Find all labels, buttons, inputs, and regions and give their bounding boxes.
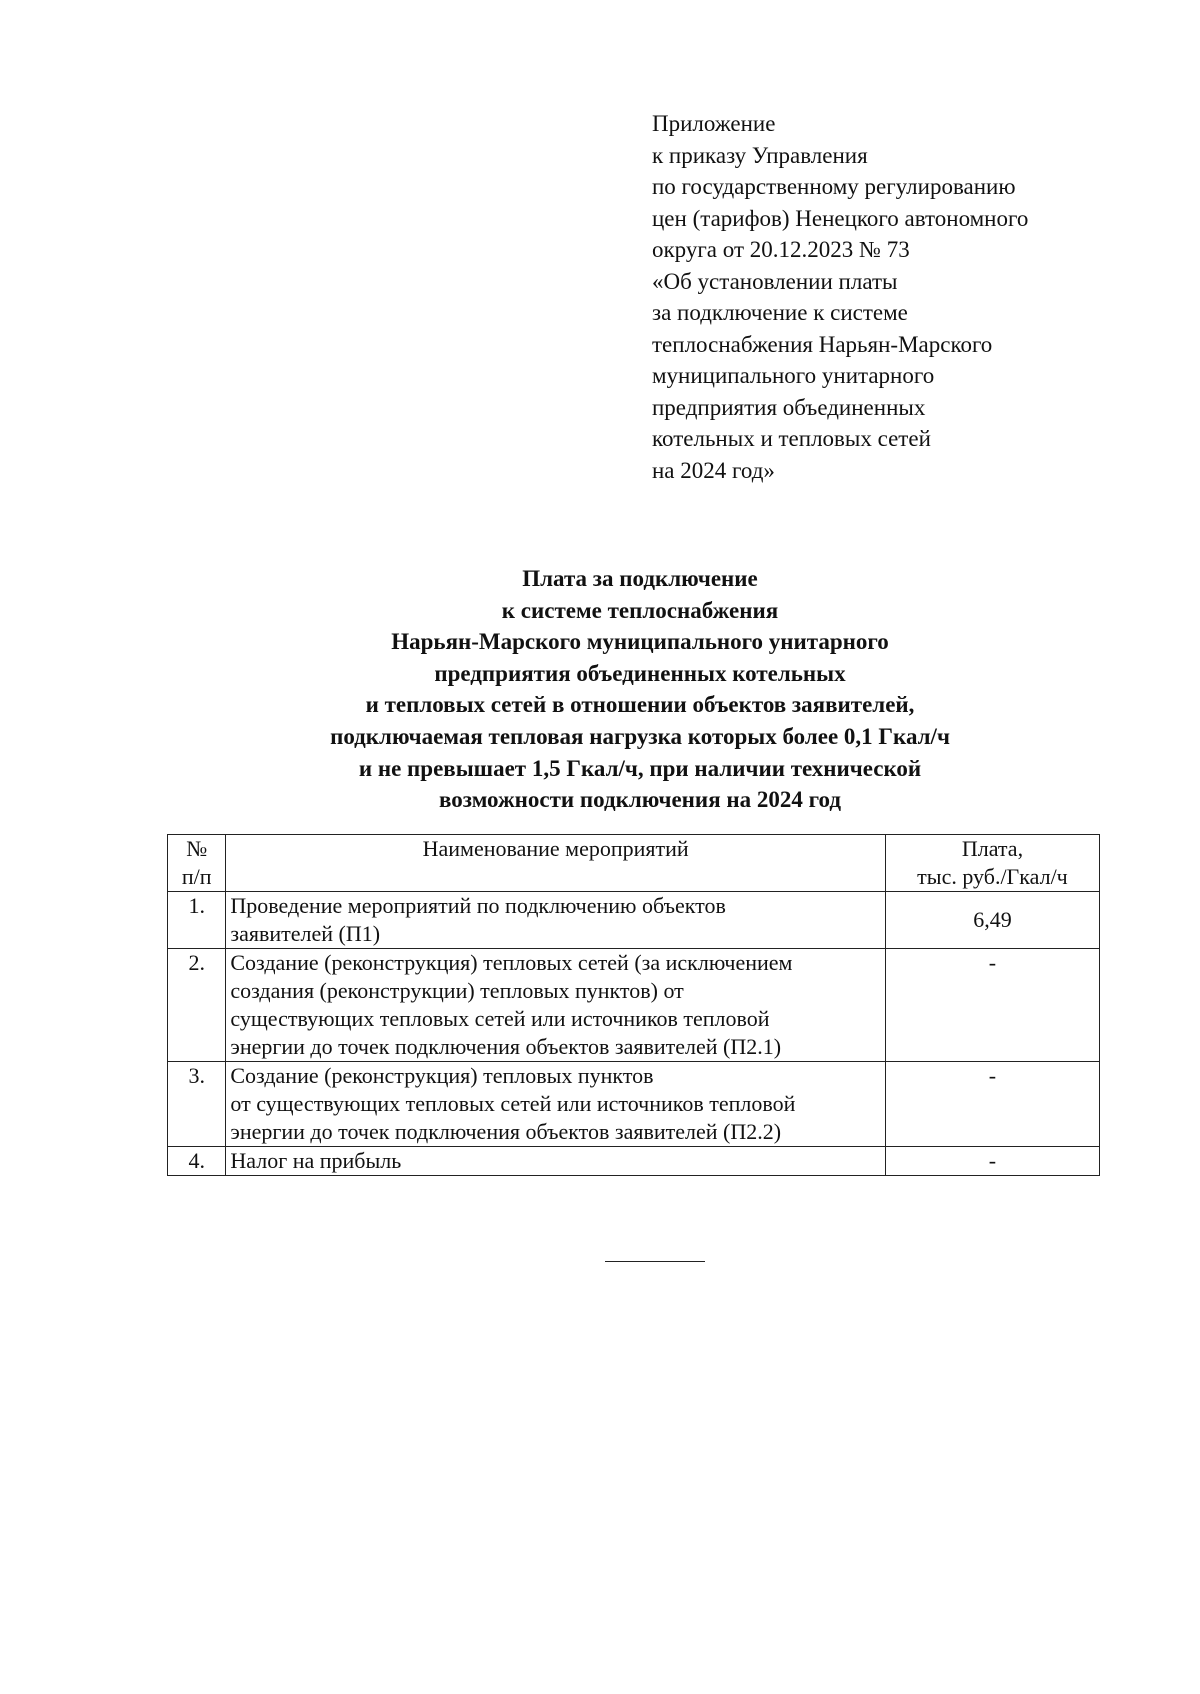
appendix-line: округа от 20.12.2023 № 73: [652, 237, 910, 262]
title-line: возможности подключения на 2024 год: [439, 787, 841, 813]
header-name: Наименование мероприятий: [226, 835, 886, 892]
table-row: [168, 892, 1100, 949]
row-fee: -: [885, 949, 1099, 1062]
title-line: и тепловых сетей в отношении объектов заявителей,: [365, 692, 915, 718]
row-number: 4.: [168, 1147, 226, 1176]
table-row: [168, 1062, 1100, 1147]
appendix-line: к приказу Управления: [652, 142, 868, 168]
appendix-line: цен (тарифов) Ненецкого автономного: [652, 205, 1029, 231]
title-line: подключаемая тепловая нагрузка которых более 0,1 Гкал/ч: [330, 723, 950, 749]
title-line: Плата за подключение: [522, 566, 758, 591]
title-line: предприятия объединенных котельных: [434, 660, 846, 686]
appendix-line: за подключение к системе: [652, 300, 908, 325]
row-name: Создание (реконструкция) тепловых сетей (за исключением создания (реконструкции) тепловых пунктов) от существующих тепловых сетей или источников тепловой энергии до точек подключения объектов заявителей (П2.1): [226, 949, 886, 1062]
table-header-row: [168, 835, 1100, 892]
row-fee: -: [885, 1147, 1099, 1176]
row-number: 3.: [168, 1062, 226, 1147]
row-number: 2.: [168, 949, 226, 1062]
appendix-line: на 2024 год»: [652, 457, 775, 483]
appendix-line: предприятия объединенных: [652, 394, 926, 420]
appendix-line: Приложение: [652, 111, 776, 136]
appendix-block: [652, 108, 1152, 486]
title-line: Нарьян-Марского муниципального унитарного: [391, 629, 889, 655]
row-name: Проведение мероприятий по подключению объектов заявителей (П1): [226, 892, 886, 949]
appendix-line: по государственному регулированию: [652, 174, 1016, 199]
table-row: [168, 1147, 1100, 1176]
header-fee: Плата, тыс. руб./Гкал/ч: [885, 835, 1099, 892]
fees-table: [167, 834, 1100, 1176]
row-fee: -: [885, 1062, 1099, 1147]
title-line: и не превышает 1,5 Гкал/ч, при наличии технической: [358, 755, 922, 781]
appendix-line: «Об установлении платы: [652, 268, 898, 294]
row-name: Налог на прибыль: [226, 1147, 886, 1176]
appendix-line: котельных и тепловых сетей: [652, 426, 931, 451]
closing-divider: [605, 1261, 705, 1262]
row-number: 1.: [168, 892, 226, 949]
row-name: Создание (реконструкция) тепловых пунктов от существующих тепловых сетей или источников тепловой энергии до точек подключения объектов заявителей (П2.2): [226, 1062, 886, 1147]
row-fee: 6,49: [885, 892, 1099, 949]
title-line: к системе теплоснабжения: [501, 597, 779, 623]
header-number: № п/п: [168, 835, 226, 892]
document-title: [200, 563, 1080, 816]
table-row: [168, 949, 1100, 1062]
appendix-line: теплоснабжения Нарьян-Марского: [652, 331, 993, 357]
appendix-line: муниципального унитарного: [652, 363, 935, 388]
